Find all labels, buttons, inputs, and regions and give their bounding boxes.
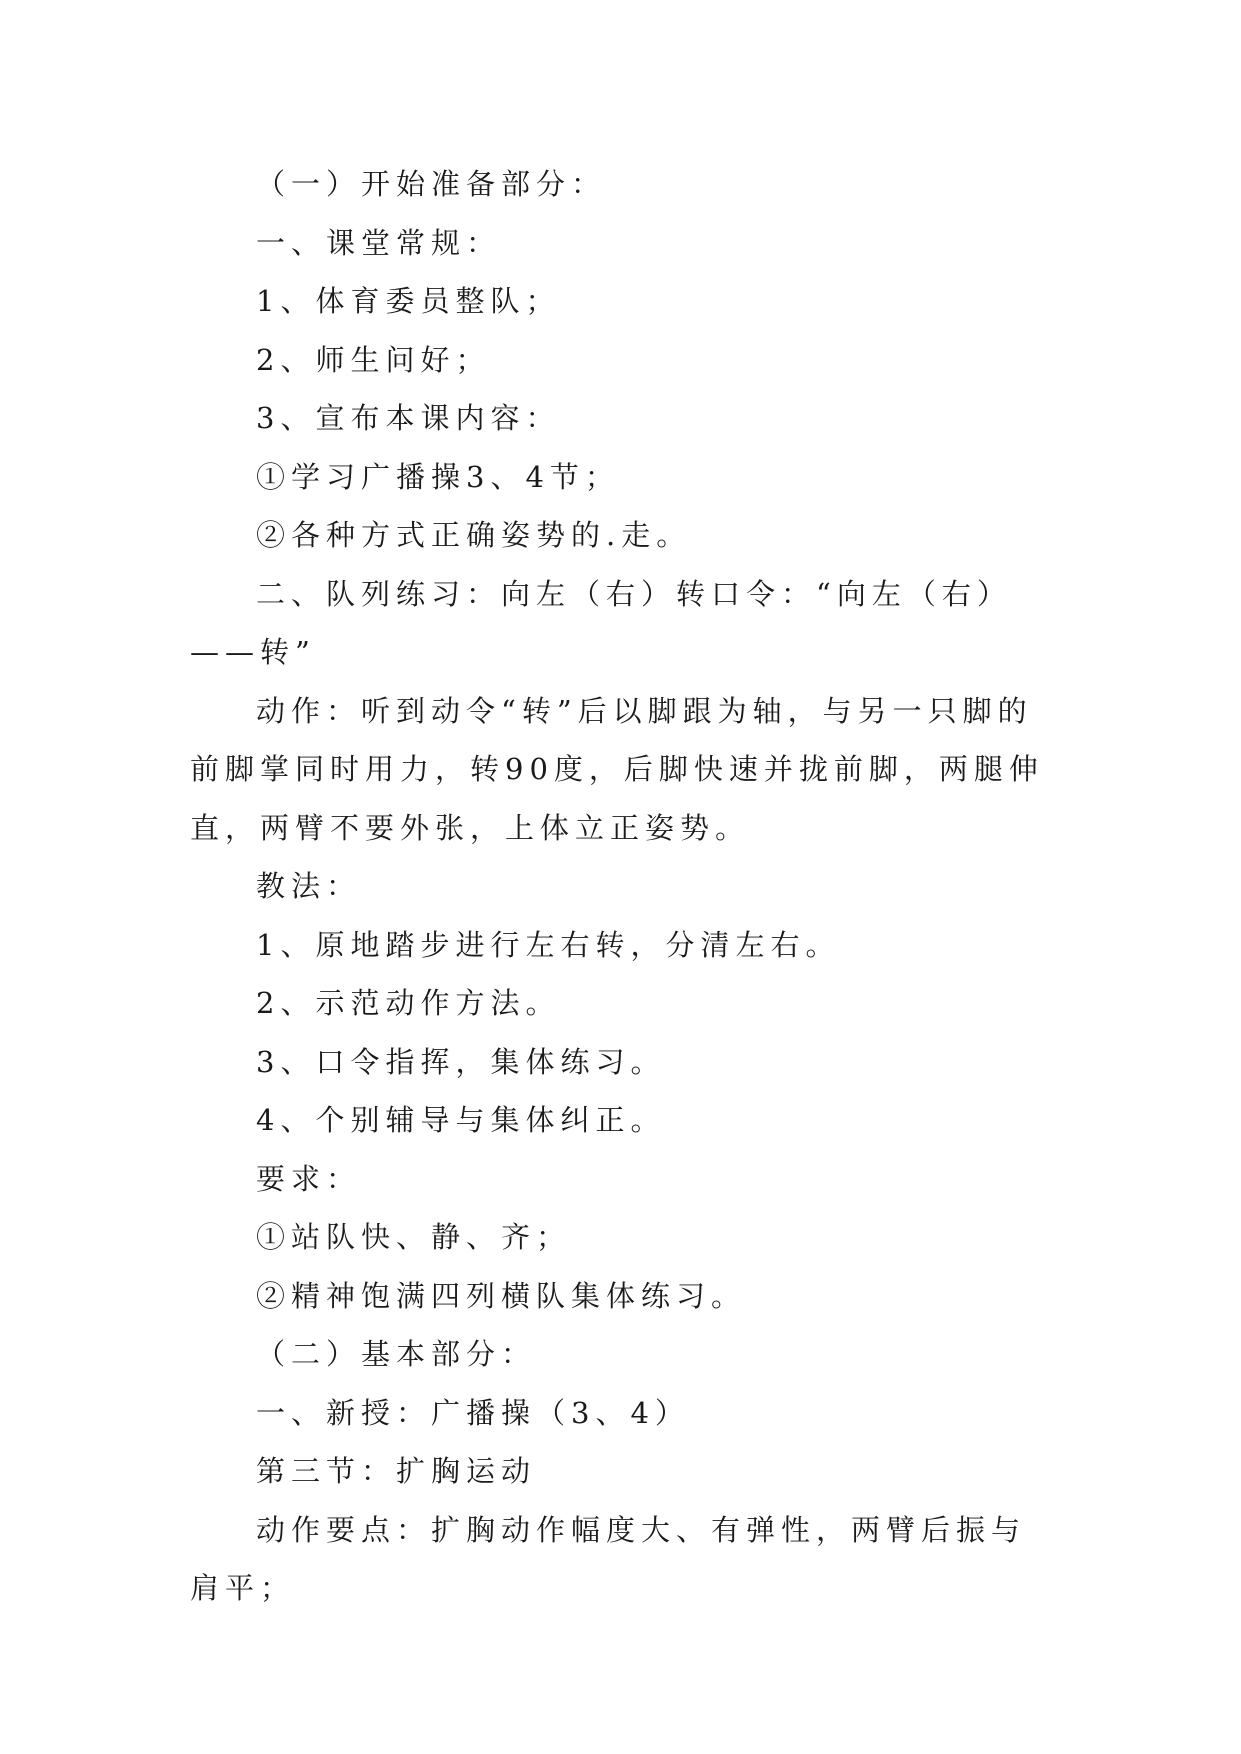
list-item: 3、口令指挥，集体练习。 [256, 1044, 666, 1079]
document-body [190, 155, 1055, 1618]
list-item: ②精神饱满四列横队集体练习。 [256, 1278, 747, 1313]
list-item: 2、师生问好； [256, 342, 491, 377]
paragraph-action: 动作：听到动令“转”后以脚跟为轴，与另一只脚的前脚掌同时用力，转90度，后脚快速并拢前脚，两腿伸直，两臂不要外张，上体立正姿势。 [190, 693, 1044, 845]
list-item: 2、示范动作方法。 [256, 986, 561, 1020]
subheading-class-routine: 一、课堂常规： [256, 225, 502, 260]
list-item: ②各种方式正确姿势的.走。 [256, 518, 692, 552]
subheading-requirements: 要求： [256, 1161, 362, 1196]
list-item: ①学习广播操3、4节； [256, 459, 620, 494]
list-item: 4、个别辅导与集体纠正。 [256, 1103, 666, 1137]
list-item: ①站队快、静、齐； [256, 1220, 572, 1254]
list-item: 3、宣布本课内容： [256, 401, 561, 435]
list-item: 1、体育委员整队； [256, 284, 561, 318]
subheading-drill: 二、队列练习：向左（右）转口令：“向左（右）——转” [190, 576, 1012, 669]
section-heading-basic: （二）基本部分： [256, 1337, 537, 1371]
subheading-third-section: 第三节：扩胸运动 [256, 1454, 537, 1488]
section-heading-start: （一）开始准备部分： [256, 167, 607, 201]
paragraph-action-points: 动作要点：扩胸动作幅度大、有弹性，两臂后振与肩平； [190, 1512, 1027, 1605]
list-item: 1、原地踏步进行左右转，分清左右。 [256, 927, 841, 962]
subheading-new-lesson: 一、新授：广播操（3、4） [256, 1395, 690, 1430]
subheading-teaching-method: 教法： [256, 869, 362, 903]
